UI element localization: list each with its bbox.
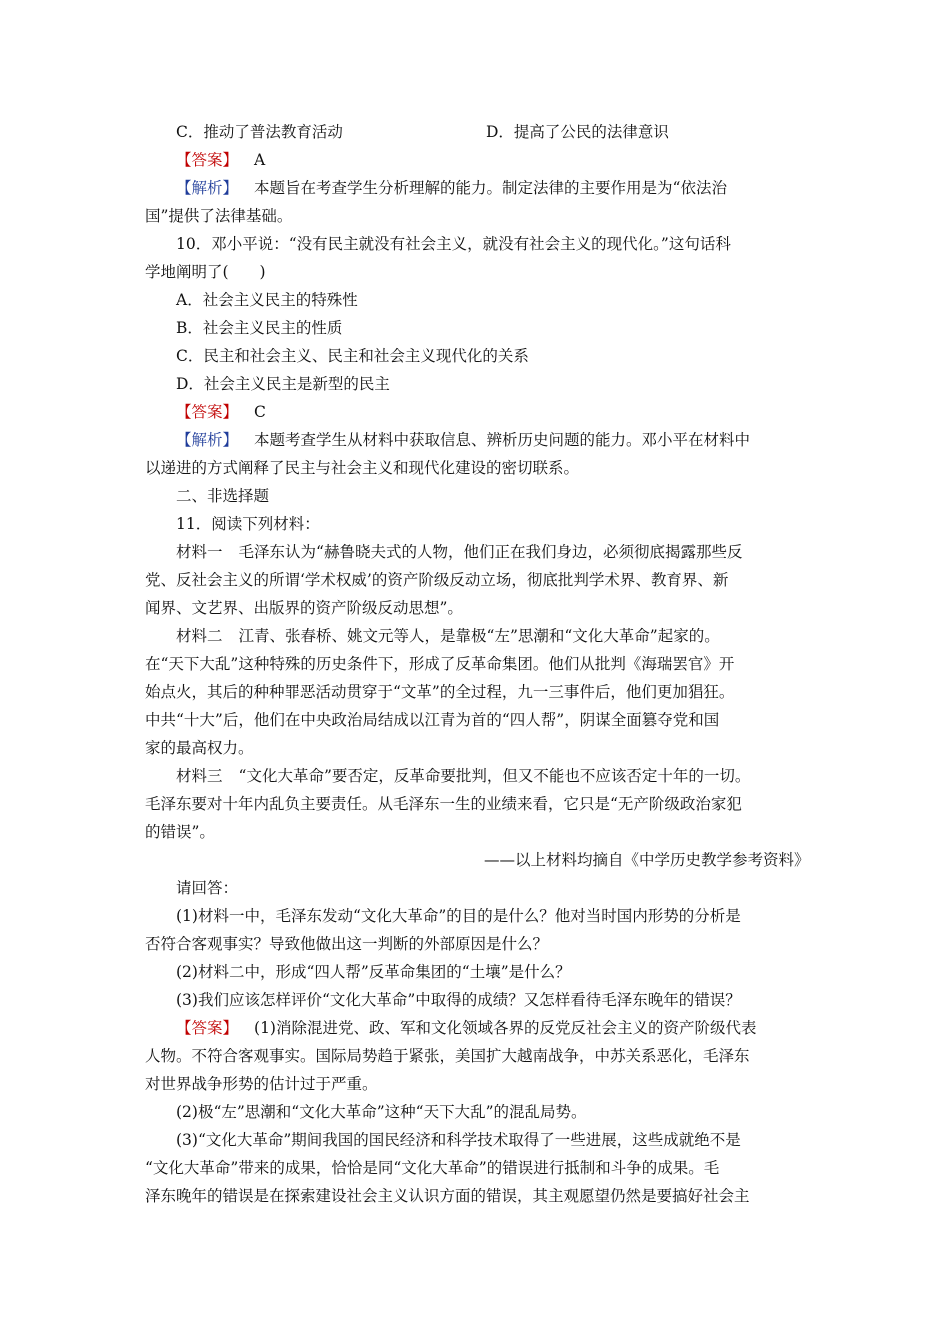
q11-answer-3-cont: “文化大革命”带来的成果，恰恰是同“文化大革命”的错误进行抵制和斗争的成果。毛 [145,1159,720,1177]
q10-answer [176,398,805,426]
material-2-cont: 始点火，其后的种种罪恶活动贯穿于“文革”的全过程，九一三事件后，他们更加猖狂。 [145,683,735,701]
material-2-cont: 在“天下大乱”这种特殊的历史条件下，形成了反革命集团。他们从批判《海瑞罢官》开 [145,655,735,673]
q10-option-a: A．社会主义民主的特殊性 [176,291,358,309]
q9-analysis-line [176,174,805,202]
q9-answer [176,146,805,174]
answer-text: (1)消除混进党、政、军和文化领域各界的反党反社会主义的资产阶级代表 [254,1019,757,1037]
ask-prompt: 请回答： [176,879,239,897]
q9-option-d: D．提高了公民的法律意识 [486,123,669,141]
sub-question-3: (3)我们应该怎样评价“文化大革命”中取得的成绩？又怎样看待毛泽东晚年的错误？ [176,991,741,1009]
answer-tag: 【答案】 [176,403,239,421]
answer-tag: 【答案】 [176,151,239,169]
q10-option-b: B．社会主义民主的性质 [176,319,343,337]
q10-option-d: D．社会主义民主是新型的民主 [176,375,390,393]
material-2-cont: 家的最高权力。 [145,739,254,757]
answer-tag: 【答案】 [176,1019,239,1037]
answer-value: A [254,151,266,169]
material-3-cont: 的错误”。 [145,823,215,841]
material-label: 材料三 [176,767,223,785]
q10-analysis-line [176,426,805,454]
sub-question-2: (2)材料二中，形成“四人帮”反革命集团的“土壤”是什么？ [176,963,571,981]
material-3 [176,762,805,790]
section-heading: 二、非选择题 [176,487,270,505]
sub-question-1-cont: 否符合客观事实？导致他做出这一判断的外部原因是什么？ [145,935,549,953]
q11-answer-1 [176,1014,805,1042]
q11-answer-1-cont: 人物。不符合客观事实。国际局势趋于紧张，美国扩大越南战争，中苏关系恶化，毛泽东 [145,1047,750,1065]
material-label: 材料一 [176,543,223,561]
material-3-cont: 毛泽东要对十年内乱负主要责任。从毛泽东一生的业绩来看，它只是“无产阶级政治家犯 [145,795,742,813]
material-text: 毛泽东认为“赫鲁晓夫式的人物，他们正在我们身边，必须彻底揭露那些反 [238,543,743,561]
material-2-cont: 中共“十大”后，他们在中央政治局结成以江青为首的“四人帮”，阴谋全面篡夺党和国 [145,711,720,729]
q10-stem-cont: 学地阐明了( ) [145,263,266,281]
material-source: ——以上材料均摘自《中学历史教学参考资料》 [484,851,810,869]
material-2 [176,622,805,650]
analysis-tag: 【解析】 [176,431,239,449]
material-text: 江青、张春桥、姚文元等人，是靠极“左”思潮和“文化大革命”起家的。 [238,627,720,645]
q10-stem: 10．邓小平说：“没有民主就没有社会主义，就没有社会主义的现代化。”这句话科 [176,235,731,253]
q11-answer-3: (3)“文化大革命”期间我国的国民经济和科学技术取得了一些进展，这些成就绝不是 [176,1131,741,1149]
analysis-tag: 【解析】 [176,179,239,197]
q10-analysis-cont: 以递进的方式阐释了民主与社会主义和现代化建设的密切联系。 [145,459,580,477]
sub-question-1: (1)材料一中，毛泽东发动“文化大革命”的目的是什么？他对当时国内形势的分析是 [176,907,741,925]
q9-analysis-cont: 国”提供了法律基础。 [145,207,293,225]
material-1-cont: 闻界、文艺界、出版界的资产阶级反动思想”。 [145,599,463,617]
material-1-cont: 党、反社会主义的所谓‘学术权威’的资产阶级反动立场，彻底批判学术界、教育界、新 [145,571,729,589]
q11-answer-1-cont: 对世界战争形势的估计过于严重。 [145,1075,378,1093]
q9-options-row [176,118,805,146]
q9-option-c: C．推动了普法教育活动 [176,123,343,141]
q11-stem: 11．阅读下列材料： [176,515,320,533]
q11-answer-3-cont: 泽东晚年的错误是在探索建设社会主义认识方面的错误，其主观愿望仍然是要搞好社会主 [145,1187,750,1205]
analysis-text: 本题考查学生从材料中获取信息、辨析历史问题的能力。邓小平在材料中 [254,431,751,449]
q10-option-c: C．民主和社会主义、民主和社会主义现代化的关系 [176,347,529,365]
material-label: 材料二 [176,627,223,645]
q11-answer-2: (2)极“左”思潮和“文化大革命”这种“天下大乱”的混乱局势。 [176,1103,587,1121]
analysis-text: 本题旨在考查学生分析理解的能力。制定法律的主要作用是为“依法治 [254,179,727,197]
material-text: “文化大革命”要否定，反革命要批判，但又不能也不应该否定十年的一切。 [238,767,751,785]
answer-value: C [254,403,266,421]
material-1 [176,538,805,566]
